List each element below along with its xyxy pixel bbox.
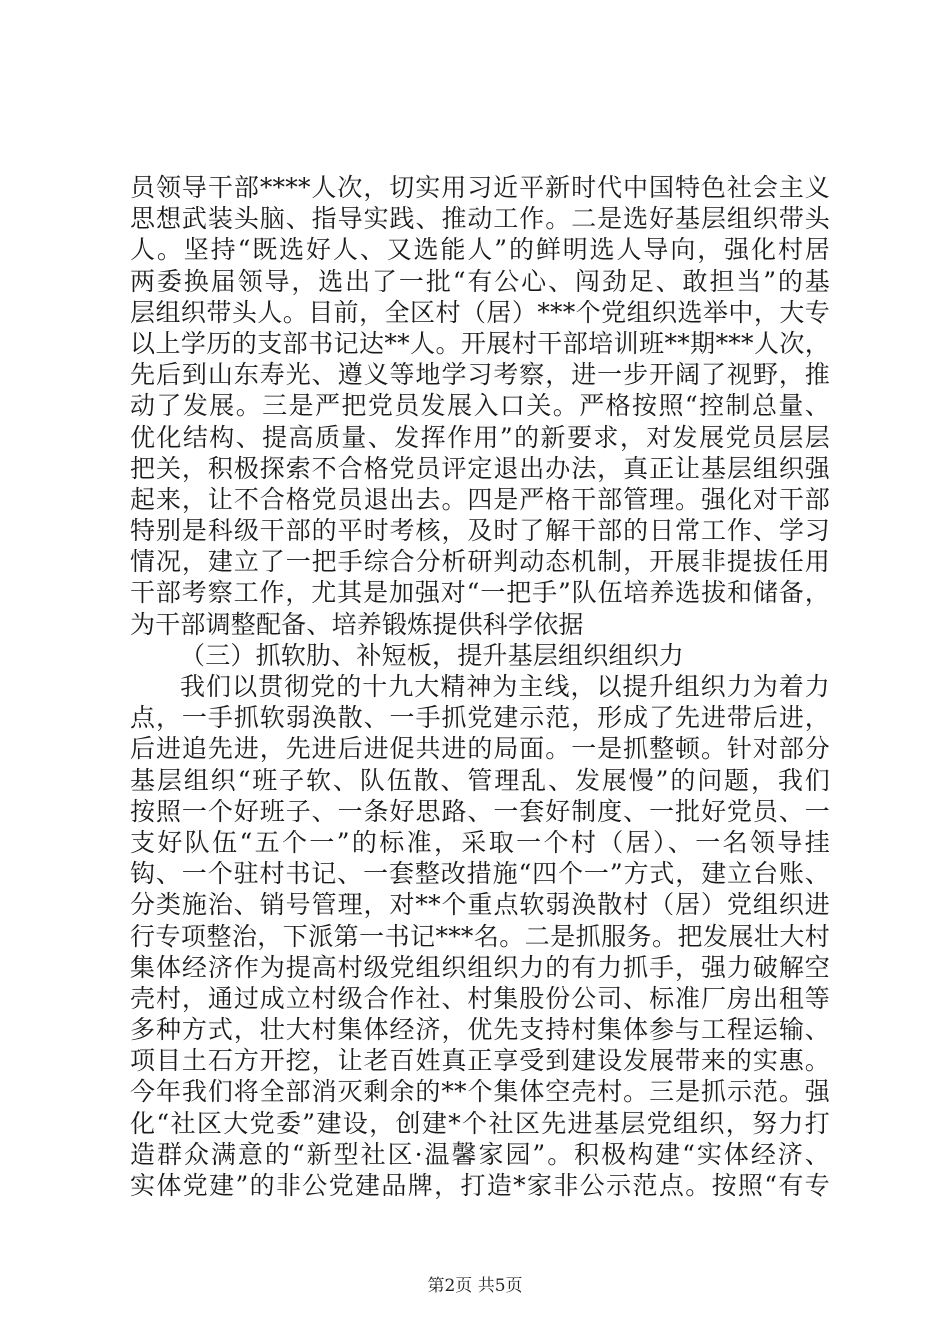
text-line: 动了发展。三是严把党员发展入口关。严格按照“控制总量、: [130, 391, 830, 421]
text-line: 层组织带头人。目前，全区村（居）***个党组织选举中，大专: [130, 297, 830, 327]
text-line: 壳村，通过成立村级合作社、村集股份公司、标准厂房出租等: [130, 983, 830, 1013]
text-line: 特别是科级干部的平时考核，及时了解干部的日常工作、学习: [130, 516, 830, 546]
text-line: 基层组织“班子软、队伍散、管理乱、发展慢”的问题，我们: [130, 765, 830, 795]
text-line: 先后到山东寿光、遵义等地学习考察，进一步开阔了视野，推: [130, 360, 830, 390]
text-line: 行专项整治，下派第一书记***名。二是抓服务。把发展壮大村: [130, 921, 830, 951]
text-line: 我们以贯彻党的十九大精神为主线，以提升组织力为着力: [180, 672, 830, 701]
text-line: 以上学历的支部书记达**人。开展村干部培训班**期***人次，: [130, 328, 830, 358]
text-line: 为干部调整配备、培养锻炼提供科学依据: [130, 609, 584, 639]
text-line: 优化结构、提高质量、发挥作用”的新要求，对发展党员层层: [130, 422, 830, 452]
text-line: 化“社区大党委”建设，创建*个社区先进基层党组织，努力打: [130, 1108, 830, 1138]
text-line: 思想武装头脑、指导实践、推动工作。二是选好基层组织带头: [130, 204, 830, 234]
text-line: 干部考察工作，尤其是加强对“一把手”队伍培养选拔和储备，: [130, 578, 830, 608]
text-line: 实体党建”的非公党建品牌，打造*家非公示范点。按照“有专: [130, 1171, 830, 1200]
text-line: 分类施治、销号管理，对**个重点软弱涣散村（居）党组织进: [130, 890, 830, 920]
page-number-label: 第2页 共5页: [427, 1276, 523, 1296]
text-line: 把关，积极探索不合格党员评定退出办法，真正让基层组织强: [130, 453, 830, 483]
text-line: 集体经济作为提高村级党组织组织力的有力抓手，强力破解空: [130, 952, 830, 982]
text-line: 起来，让不合格党员退出去。四是严格干部管理。强化对干部: [130, 484, 830, 514]
text-line: 人。坚持“既选好人、又选能人”的鲜明选人导向，强化村居: [130, 235, 830, 265]
text-line: 项目土石方开挖，让老百姓真正享受到建设发展带来的实惠。: [130, 1046, 830, 1076]
text-line: 多种方式，壮大村集体经济，优先支持村集体参与工程运输、: [130, 1015, 830, 1045]
text-line: 钩、一个驻村书记、一套整改措施“四个一”方式，建立台账、: [130, 859, 830, 889]
text-line: 按照一个好班子、一条好思路、一套好制度、一批好党员、一: [130, 796, 830, 826]
text-line: 造群众满意的“新型社区·温馨家园”。积极构建“实体经济、: [130, 1139, 830, 1169]
text-line: 两委换届领导，选出了一批“有公心、闯劲足、敢担当”的基: [130, 266, 830, 296]
section-heading: （三）抓软肋、补短板，提升基层组织组织力: [180, 640, 685, 670]
text-line: 后进追先进，先进后进促共进的局面。一是抓整顿。针对部分: [130, 734, 830, 764]
page-footer: [0, 1271, 950, 1296]
text-line: 今年我们将全部消灭剩余的**个集体空壳村。三是抓示范。强: [130, 1077, 830, 1107]
text-line: 点，一手抓软弱涣散、一手抓党建示范，形成了先进带后进，: [130, 703, 830, 733]
document-body: [130, 172, 830, 1201]
text-line: 员领导干部****人次，切实用习近平新时代中国特色社会主义: [130, 173, 830, 202]
text-line: 情况，建立了一把手综合分析研判动态机制，开展非提拔任用: [130, 547, 830, 577]
text-line: 支好队伍“五个一”的标准，采取一个村（居）、一名领导挂: [130, 827, 830, 857]
